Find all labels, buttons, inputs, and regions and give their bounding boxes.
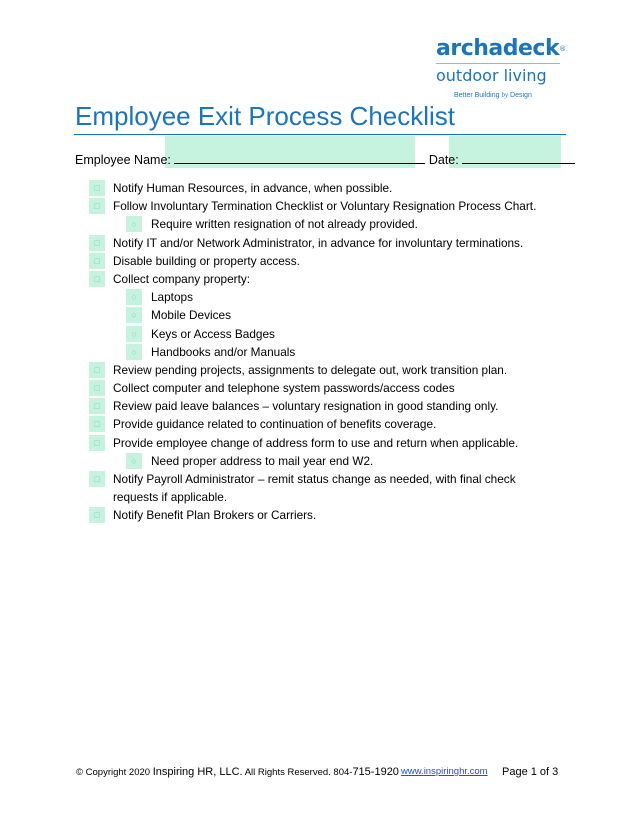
checklist-item-text: Need proper address to mail year end W2. bbox=[151, 453, 374, 468]
checklist-item-text: Provide employee change of address form to use and return when applicable. bbox=[113, 435, 519, 450]
footer-phone: 804-715-1920 bbox=[333, 766, 399, 778]
checklist-item-text: Notify Benefit Plan Brokers or Carriers. bbox=[113, 508, 317, 523]
checkbox-field[interactable]: □ bbox=[89, 180, 105, 196]
footer-page-number: Page 1 of 3 bbox=[502, 766, 559, 778]
page-title: Employee Exit Process Checklist bbox=[75, 101, 456, 131]
checkbox-field[interactable]: □ bbox=[89, 271, 105, 287]
circle-checkbox-field[interactable]: ○ bbox=[126, 307, 142, 323]
checklist-item-text: Collect computer and telephone system passwords/access codes bbox=[113, 381, 455, 396]
checkbox-field[interactable]: □ bbox=[89, 471, 105, 487]
footer-website-link[interactable]: www.inspiringhr.com bbox=[401, 766, 488, 777]
date-underline bbox=[462, 151, 575, 164]
checkbox-field[interactable]: □ bbox=[89, 398, 105, 414]
checkbox-field[interactable]: □ bbox=[89, 235, 105, 251]
checklist-item bbox=[0, 197, 640, 215]
checklist-item-text: Notify Payroll Administrator – remit status change as needed, with final check requests if applicable. bbox=[113, 472, 516, 505]
checklist-item bbox=[0, 470, 640, 506]
circle-checkbox-field[interactable]: ○ bbox=[126, 344, 142, 360]
footer-copyright: © Copyright 2020 bbox=[76, 767, 151, 778]
checklist-item-text: Collect company property: bbox=[113, 271, 251, 286]
checklist-item-text: Provide guidance related to continuation of benefits coverage. bbox=[113, 417, 437, 432]
checklist-item bbox=[0, 234, 640, 252]
circle-checkbox-field[interactable]: ○ bbox=[126, 453, 142, 469]
checklist-item-text: Mobile Devices bbox=[151, 308, 231, 323]
checklist-item-text: Disable building or property access. bbox=[113, 253, 300, 268]
checklist-item bbox=[0, 252, 640, 270]
footer-company: Inspiring HR, LLC. bbox=[152, 766, 243, 778]
checkbox-field[interactable]: □ bbox=[89, 416, 105, 432]
checklist-subitem bbox=[0, 325, 640, 343]
checklist-item bbox=[0, 415, 640, 433]
checklist-item-text: Laptops bbox=[151, 290, 193, 305]
logo-slogan: Better Building by Design bbox=[454, 91, 532, 99]
checkbox-field[interactable]: □ bbox=[89, 380, 105, 396]
archadeck-logo bbox=[436, 36, 566, 99]
circle-checkbox-field[interactable]: ○ bbox=[126, 289, 142, 305]
checklist-item bbox=[0, 397, 640, 415]
employee-name-label: Employee Name: bbox=[75, 153, 171, 167]
logo-brand: archadeck® bbox=[436, 36, 566, 61]
checklist-item bbox=[0, 270, 640, 288]
checklist-subitem bbox=[0, 343, 640, 361]
employee-name-underline bbox=[174, 151, 425, 164]
checklist-item bbox=[0, 361, 640, 379]
footer-rights: All Rights Reserved. bbox=[244, 767, 331, 778]
logo-divider bbox=[436, 63, 560, 64]
checklist-item-text: Require written resignation of not already provided. bbox=[151, 217, 418, 232]
checklist bbox=[0, 179, 640, 525]
footer bbox=[76, 766, 559, 778]
logo-tagline: outdoor living bbox=[436, 66, 547, 85]
checkbox-field[interactable]: □ bbox=[89, 362, 105, 378]
circle-checkbox-field[interactable]: ○ bbox=[126, 326, 142, 342]
checkbox-field[interactable]: □ bbox=[89, 198, 105, 214]
checklist-subitem bbox=[0, 288, 640, 306]
circle-checkbox-field[interactable]: ○ bbox=[126, 216, 142, 232]
checklist-item-text: Notify Human Resources, in advance, when possible. bbox=[113, 181, 393, 195]
checkbox-field[interactable]: □ bbox=[89, 507, 105, 523]
checklist-item bbox=[0, 179, 640, 197]
checklist-item-text: Review pending projects, assignments to delegate out, work transition plan. bbox=[113, 362, 508, 377]
checklist-item bbox=[0, 506, 640, 524]
checklist-subitem bbox=[0, 215, 640, 233]
employee-info-line bbox=[75, 151, 575, 167]
checklist-subitem bbox=[0, 306, 640, 324]
checklist-item-text: Keys or Access Badges bbox=[151, 326, 275, 341]
date-label: Date: bbox=[428, 153, 459, 167]
checklist-item-text: Review paid leave balances – voluntary resignation in good standing only. bbox=[113, 399, 499, 414]
title-divider bbox=[74, 134, 566, 135]
checkbox-field[interactable]: □ bbox=[89, 435, 105, 451]
checkbox-field[interactable]: □ bbox=[89, 253, 105, 269]
checklist-item bbox=[0, 379, 640, 397]
checklist-subitem bbox=[0, 452, 640, 470]
checklist-item-text: Handbooks and/or Manuals bbox=[151, 344, 296, 359]
checklist-item bbox=[0, 434, 640, 452]
checklist-item-text: Notify IT and/or Network Administrator, in advance for involuntary terminations. bbox=[113, 235, 524, 250]
checklist-item-text: Follow Involuntary Termination Checklist or Voluntary Resignation Process Chart. bbox=[113, 199, 537, 214]
